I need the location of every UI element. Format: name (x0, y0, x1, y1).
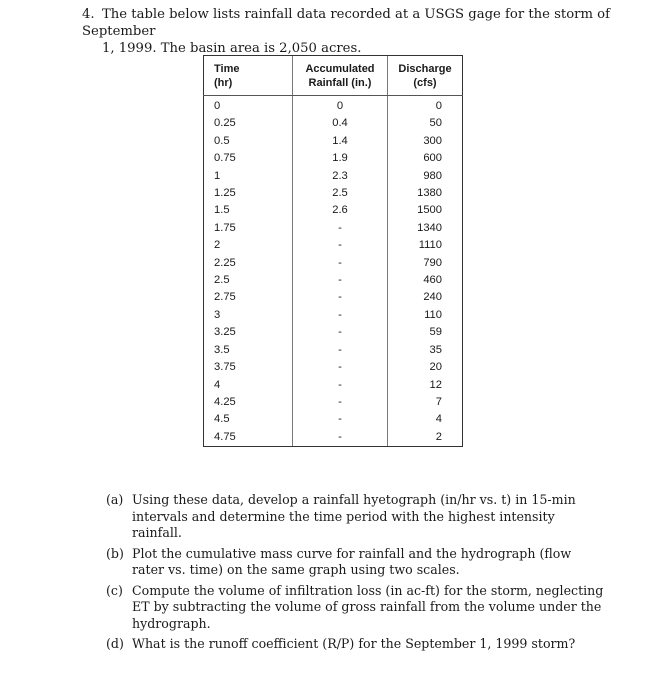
cell-rainfall: - (293, 220, 388, 237)
cell-discharge: 460 (388, 272, 463, 289)
table-row (204, 324, 463, 341)
problem-number: 4. (82, 7, 95, 22)
cell-rainfall: - (293, 359, 388, 376)
cell-time: 1.75 (204, 220, 293, 237)
table-row (204, 255, 463, 272)
cell-time: 0.75 (204, 150, 293, 167)
table-row (204, 185, 463, 202)
cell-rainfall: 2.3 (293, 168, 388, 185)
question-item (106, 636, 606, 653)
problem-statement (82, 6, 612, 57)
cell-discharge: 12 (388, 377, 463, 394)
cell-rainfall: - (293, 411, 388, 428)
question-item (106, 492, 606, 542)
cell-discharge: 1500 (388, 202, 463, 219)
cell-rainfall: 2.5 (293, 185, 388, 202)
cell-time: 1.25 (204, 185, 293, 202)
cell-discharge: 4 (388, 411, 463, 428)
table-row (204, 411, 463, 428)
cell-time: 4.75 (204, 429, 293, 446)
cell-time: 4.5 (204, 411, 293, 428)
problem-line-1 (82, 6, 612, 40)
question-text: Compute the volume of infiltration loss (in ac-ft) for the storm, neglecting ET by subtracting the volume of gross rainfall from the volume under the hydrograph. (132, 582, 604, 631)
cell-time: 2 (204, 237, 293, 254)
question-text: Using these data, develop a rainfall hyetograph (in/hr vs. t) in 15-min intervals and determine the time period with the highest intensity rainfall. (132, 492, 576, 540)
intro-text-2: 1, 1999. The basin area is 2,050 acres. (102, 41, 362, 56)
cell-rainfall: - (293, 342, 388, 359)
header-rainfall (293, 56, 388, 96)
cell-time: 3.75 (204, 359, 293, 376)
cell-time: 3 (204, 307, 293, 324)
question-item (106, 546, 606, 579)
table-row (204, 237, 463, 254)
cell-rainfall: - (293, 237, 388, 254)
table-row (204, 342, 463, 359)
table-row (204, 377, 463, 394)
cell-rainfall: 0.4 (293, 115, 388, 132)
cell-discharge: 240 (388, 289, 463, 306)
cell-rainfall: 2.6 (293, 202, 388, 219)
table-row (204, 359, 463, 376)
table-row (204, 115, 463, 132)
table-row (204, 220, 463, 237)
cell-rainfall: - (293, 324, 388, 341)
cell-discharge: 2 (388, 429, 463, 446)
table-row (204, 133, 463, 150)
cell-time: 2.25 (204, 255, 293, 272)
cell-rainfall: - (293, 289, 388, 306)
header-discharge-title: Discharge (398, 63, 452, 75)
cell-rainfall: - (293, 394, 388, 411)
table-row (204, 272, 463, 289)
cell-discharge: 1380 (388, 185, 463, 202)
cell-discharge: 7 (388, 394, 463, 411)
cell-discharge: 790 (388, 255, 463, 272)
cell-rainfall: 1.9 (293, 150, 388, 167)
cell-discharge: 0 (388, 96, 463, 116)
table-body (204, 96, 463, 447)
cell-discharge: 110 (388, 307, 463, 324)
header-time-unit: (hr) (214, 77, 233, 89)
cell-rainfall: - (293, 272, 388, 289)
table-header-row (204, 56, 463, 96)
question-label: (b) (106, 545, 124, 561)
table-row (204, 289, 463, 306)
cell-rainfall: 1.4 (293, 133, 388, 150)
header-discharge-unit: (cfs) (413, 77, 437, 89)
cell-discharge: 300 (388, 133, 463, 150)
cell-rainfall: - (293, 255, 388, 272)
cell-discharge: 1340 (388, 220, 463, 237)
cell-discharge: 1110 (388, 237, 463, 254)
table-row (204, 307, 463, 324)
question-label: (c) (106, 582, 123, 598)
cell-rainfall: 0 (293, 96, 388, 116)
header-time-title: Time (214, 63, 240, 75)
cell-discharge: 600 (388, 150, 463, 167)
question-item (106, 583, 606, 633)
question-label: (a) (106, 492, 124, 507)
cell-discharge: 20 (388, 359, 463, 376)
intro-text-1: The table below lists rainfall data recorded at a USGS gage for the storm of September (82, 7, 610, 39)
cell-time: 1 (204, 168, 293, 185)
cell-time: 3.5 (204, 342, 293, 359)
cell-discharge: 35 (388, 342, 463, 359)
header-time (204, 56, 293, 96)
table-row (204, 168, 463, 185)
cell-rainfall: - (293, 377, 388, 394)
cell-time: 0 (204, 96, 293, 116)
table-row (204, 202, 463, 219)
table-row (204, 394, 463, 411)
cell-time: 2.75 (204, 289, 293, 306)
cell-discharge: 50 (388, 115, 463, 132)
cell-time: 0.5 (204, 133, 293, 150)
table-row (204, 96, 463, 116)
header-rainfall-title: Accumulated (305, 63, 375, 75)
rainfall-table (203, 55, 463, 447)
cell-time: 1.5 (204, 202, 293, 219)
header-discharge (388, 56, 463, 96)
question-list (106, 492, 606, 657)
cell-discharge: 59 (388, 324, 463, 341)
question-text: What is the runoff coefficient (R/P) for the September 1, 1999 storm? (132, 636, 576, 651)
cell-rainfall: - (293, 429, 388, 446)
cell-discharge: 980 (388, 168, 463, 185)
cell-rainfall: - (293, 307, 388, 324)
question-label: (d) (106, 636, 124, 651)
cell-time: 4 (204, 377, 293, 394)
cell-time: 4.25 (204, 394, 293, 411)
header-rainfall-unit: Rainfall (in.) (308, 77, 372, 89)
cell-time: 0.25 (204, 115, 293, 132)
cell-time: 2.5 (204, 272, 293, 289)
cell-time: 3.25 (204, 324, 293, 341)
rainfall-data-table (203, 56, 463, 446)
table-row (204, 150, 463, 167)
table-row (204, 429, 463, 446)
question-text: Plot the cumulative mass curve for rainfall and the hydrograph (flow rater vs. time) on the same graph using two scales. (132, 545, 572, 577)
